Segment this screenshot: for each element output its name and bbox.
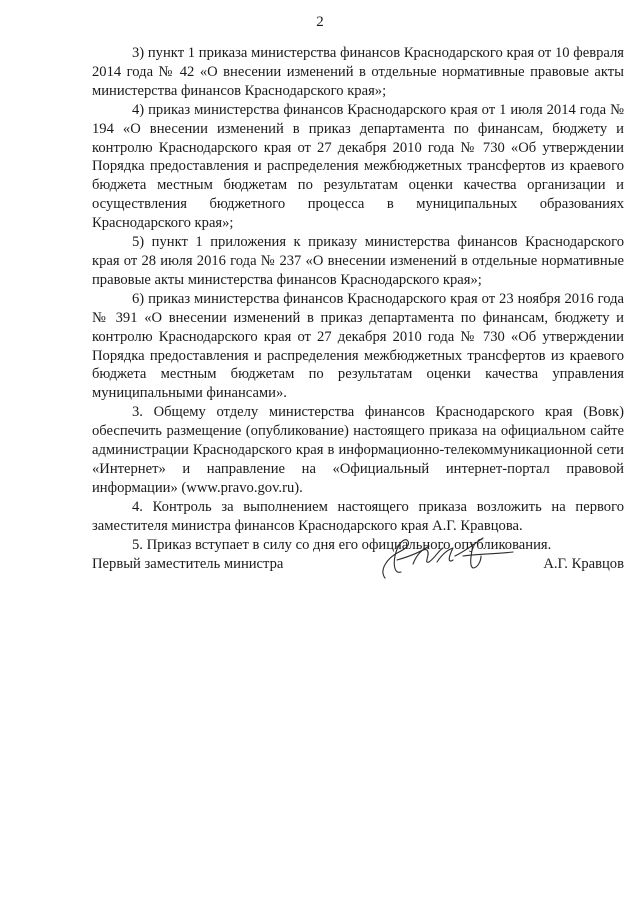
paragraph-item-5: 5) пункт 1 приложения к приказу министерства финансов Краснодарского края от 28 июля 2016 года № 237 «О внесении изменений в отдельные нормативные правовые акты министерства финансов Краснодарского края»; [92, 234, 624, 288]
signatory-title: Первый заместитель министра [92, 556, 284, 572]
document-body [92, 44, 624, 554]
paragraph-section-5: 5. Приказ вступает в силу со дня его официального опубликования. [132, 536, 552, 553]
page-number: 2 [316, 14, 324, 30]
paragraph-item-3: 3) пункт 1 приказа министерства финансов Краснодарского края от 10 февраля 2014 года № 42 «О внесении изменений в отдельные нормативные правовые акты министерства финансов Краснодарского края»; [92, 45, 624, 99]
paragraph-section-3: 3. Общему отделу министерства финансов Краснодарского края (Вовк) обеспечить размещение (опубликование) настоящего приказа на официальном сайте администрации Краснодарского края в информационно-телекоммуникационной сети «Интернет» и направление на «Официальный интернет-портал правовой информации» (www.pravo.gov.ru). [92, 404, 624, 496]
paragraph-item-6: 6) приказ министерства финансов Краснодарского края от 23 ноября 2016 года № 391 «О внесении изменений в приказ департамента по финансам, бюджету и контролю Краснодарского края от 27 декабря 2010 года № 730 «Об утверждении Порядка предоставления и распределения межбюджетных трансфертов из краевого бюджета местным бюджетам по результатам оценки качества управления муниципальными финансами». [92, 290, 624, 402]
paragraph-section-4: 4. Контроль за выполнением настоящего приказа возложить на первого заместителя министра финансов Краснодарского края А.Г. Кравцова. [92, 498, 624, 534]
paragraph-item-4: 4) приказ министерства финансов Краснодарского края от 1 июля 2014 года № 194 «О внесении изменений в приказ департамента по финансам, бюджету и контролю Краснодарского края от 27 декабря 2010 года № 730 «Об утверждении Порядка предоставления и распределения межбюджетных трансфертов из краевого бюджета местным бюджетам по результатам оценки качества организации и осуществления бюджетного процесса в муниципальных образованиях Краснодарского края»; [92, 101, 624, 232]
signatory-name: А.Г. Кравцов [543, 556, 624, 572]
handwritten-signature [377, 534, 517, 584]
signature-block [92, 552, 624, 586]
